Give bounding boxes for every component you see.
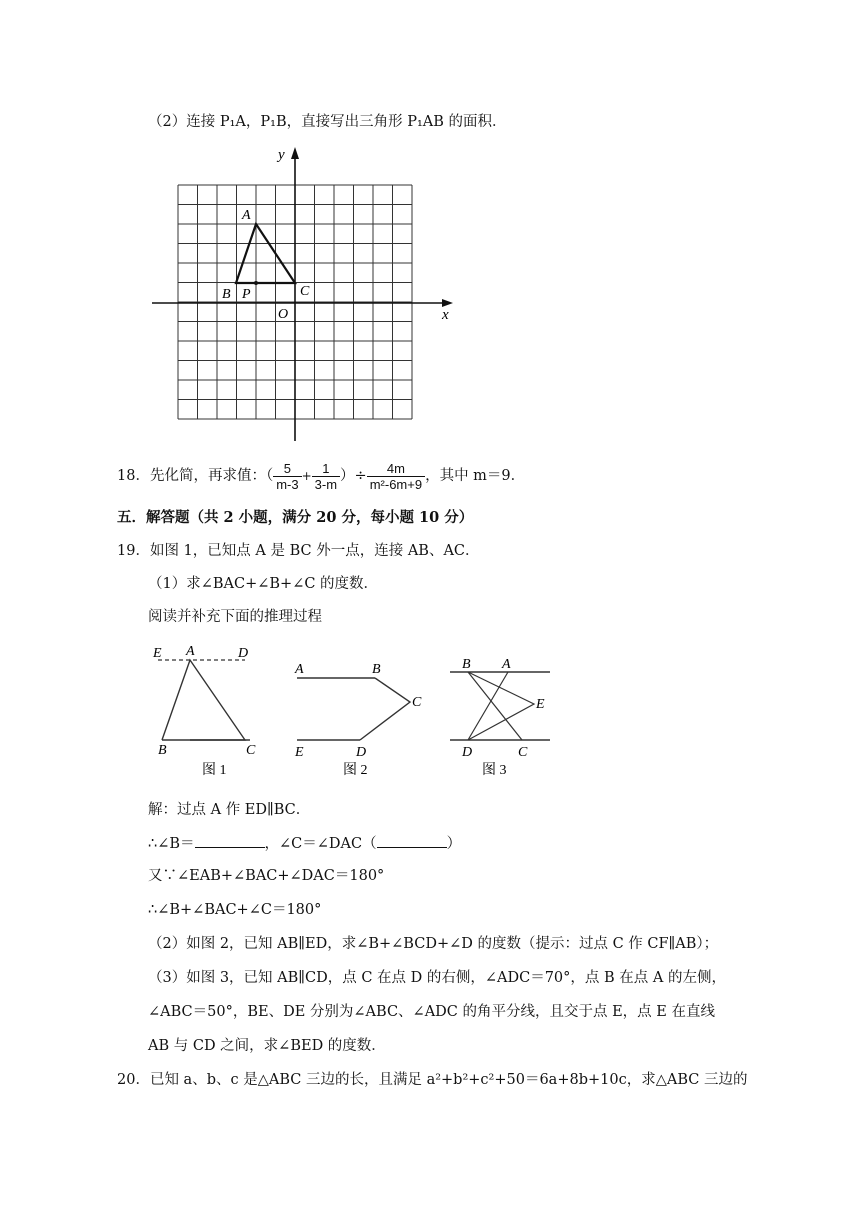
fig3-label-b: B [462,657,471,672]
fig1-label-e: E [153,646,162,661]
q18 [117,460,525,492]
divide-sign: ）÷ [340,468,367,484]
fig2-label-c: C [412,695,422,710]
q19-figures [150,640,560,780]
q19-read: 阅读并补充下面的推理过程 [148,609,322,625]
fraction-1: $\frac{5}{m-3}$ [273,461,301,492]
fig1-label-c: C [246,743,256,758]
answer-blank-1[interactable] [195,833,265,848]
q19-part1: （1）求∠BAC+∠B+∠C 的度数． [148,576,379,592]
fig2-caption: 图 2 [343,763,368,778]
q18-lead: 18．先化简，再求值：（ [117,468,274,484]
q19-step2: 又∵∠EAB+∠BAC+∠DAC＝180° [148,868,385,884]
fig1-caption: 图 1 [202,763,227,778]
fig1-label-d: D [238,646,249,661]
figure-1 [152,644,256,778]
q19-part2: （2）如图 2，已知 AB∥ED，求∠B+∠BCD+∠D 的度数（提示：过点 C 作 CF∥AB）； [148,936,719,952]
fraction-2: $\frac{1}{3-m}$ [312,461,340,492]
answer-blank-2[interactable] [377,833,447,848]
q19-part3-line1: （3）如图 3，已知 AB∥CD，点 C 在点 D 的右侧，∠ADC＝70°，点 B 在点 A 的左侧， [148,970,726,986]
point-p-label: P [242,287,251,302]
figure-2 [294,662,422,778]
q19-part3-line3: AB 与 CD 之间，求∠BED 的度数． [148,1038,386,1054]
q19-step3: ∴∠B+∠BAC+∠C＝180° [148,902,322,918]
q19-stem: 19．如图 1，已知点 A 是 BC 外一点，连接 AB、AC． [117,543,480,559]
fig1-label-b: B [158,743,167,758]
x-axis-arrow [442,299,453,307]
fig3-label-e: E [536,697,545,712]
fig3-label-c: C [518,745,528,760]
point-b-label: B [222,287,231,302]
q19-part3-line2: ∠ABC＝50°，BE、DE 分别为∠ABC、∠ADC 的角平分线，且交于点 E，点 E 在直线 [148,1004,715,1020]
fig2-label-a: A [295,662,304,677]
fraction-3: $\frac{4m}{\text{m²-6m+9}}$ [367,461,425,492]
fig3-caption: 图 3 [482,763,507,778]
q18-tail: ，其中 m＝9． [425,468,526,484]
q20: 20．已知 a、b、c 是△ABC 三边的长，且满足 a²+b²+c²+50＝6a+8b+10c，求△ABC 三边的 [117,1072,748,1088]
figure-3 [450,657,550,778]
plus-sign: + [301,469,312,483]
point-p [254,281,258,285]
section-5-heading: 五．解答题（共 2 小题，满分 20 分，每小题 10 分） [117,509,474,526]
coordinate-grid-figure [150,143,460,443]
point-a-label: A [242,208,251,223]
y-axis-label: y [278,147,285,163]
fig2-label-b: B [372,662,381,677]
fig3-label-a: A [502,657,511,672]
fig1-label-a: A [186,644,195,659]
fig2-label-d: D [356,745,367,760]
fig3-label-d: D [462,745,473,760]
x-axis-label: x [442,307,449,323]
y-axis-arrow [291,147,299,159]
q19-step1: ∴∠B＝ ，∠C＝∠DAC（ ） [148,833,461,854]
triangle-abc [236,224,295,283]
fig2-label-e: E [295,745,304,760]
q17-part2: （2）连接 P₁A，P₁B，直接写出三角形 P₁AB 的面积． [148,114,507,130]
point-c-label: C [300,284,310,299]
q19-solution: 解：过点 A 作 ED∥BC． [148,802,311,818]
origin-label: O [278,307,289,322]
